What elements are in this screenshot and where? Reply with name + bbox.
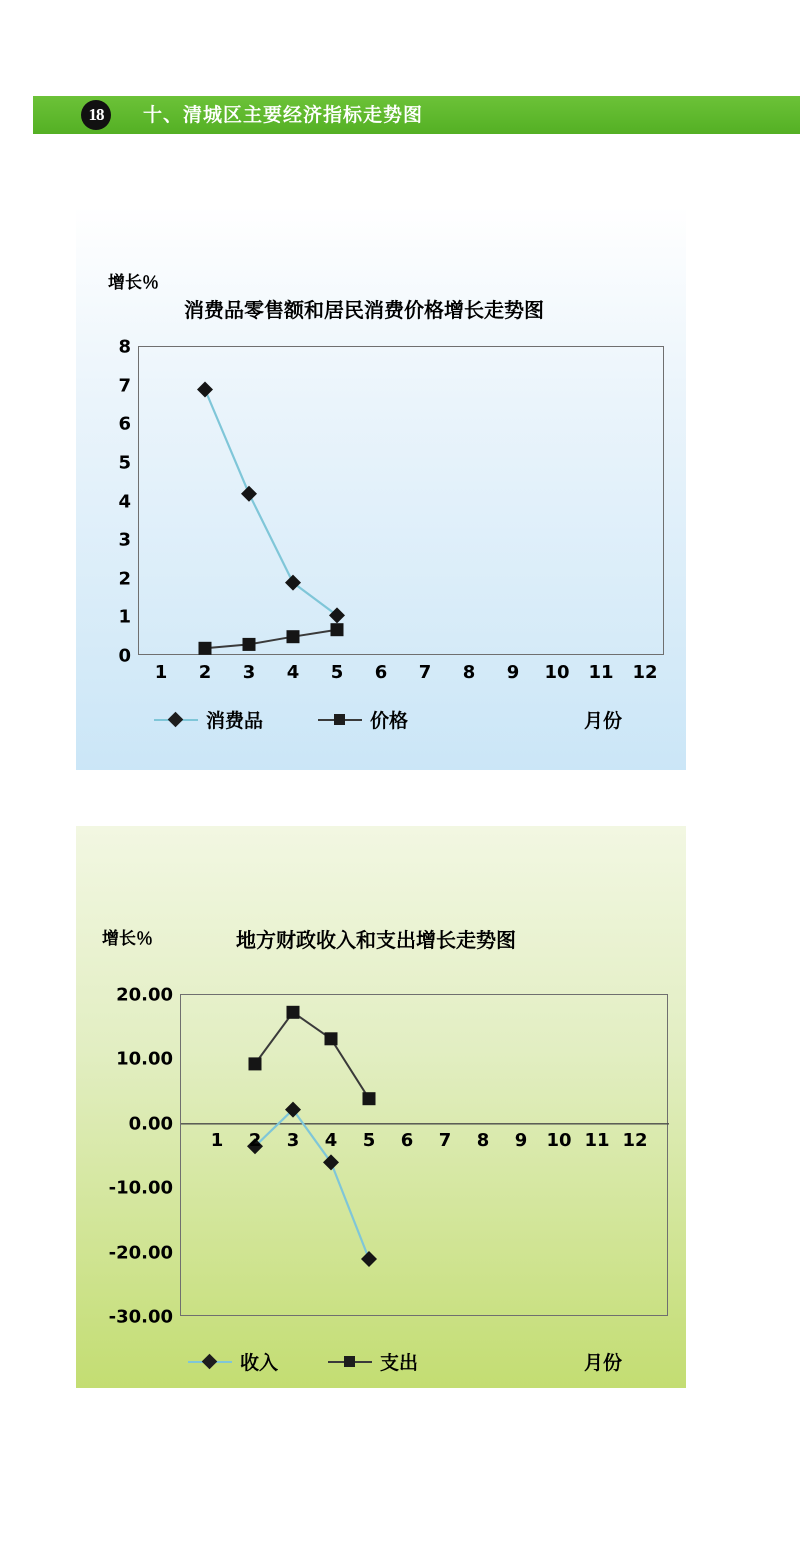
chart1-ytick: 5 — [118, 452, 131, 474]
chart2-title: 地方财政收入和支出增长走势图 — [236, 928, 516, 952]
chart2-legend-swatch-expenditure — [328, 1354, 372, 1370]
chart1-ytick: 4 — [118, 491, 131, 512]
chart2-legend-swatch-revenue — [188, 1354, 232, 1370]
chart2-xtick: 12 — [622, 1130, 648, 1151]
chart2-xtick: 3 — [286, 1130, 300, 1151]
chart1-ytick: 3 — [118, 529, 131, 551]
chart1-plot-area — [118, 336, 664, 683]
chart1-ytick: 6 — [118, 413, 131, 435]
chart1-xtick: 3 — [242, 662, 256, 683]
chart2-xtick: 9 — [514, 1130, 528, 1151]
section-title: 十、清城区主要经济指标走势图 — [143, 104, 424, 126]
chart2-xtick: 10 — [546, 1130, 572, 1151]
chart1-ytick: 1 — [118, 606, 131, 628]
chart1-legend-price — [318, 706, 408, 733]
chart1-xtick: 4 — [286, 662, 300, 683]
section-header-band — [33, 96, 800, 134]
chart2-markers-revenue — [247, 1102, 377, 1267]
chart1-markers-price — [199, 623, 344, 655]
chart1-xtick: 6 — [374, 662, 388, 683]
chart2-ytick: -10.00 — [108, 1177, 173, 1199]
chart2-x-axis-label: 月份 — [584, 1352, 623, 1374]
chart1-xtick: 7 — [418, 662, 432, 683]
chart1-line-consumer — [205, 390, 337, 616]
chart1-legend-label-consumer: 消费品 — [206, 710, 264, 732]
chart-panel-retail-cpi — [76, 206, 686, 770]
chart2-plot-area — [108, 984, 668, 1328]
chart2-xtick: 5 — [362, 1130, 376, 1151]
chart1-ytick: 0 — [118, 645, 131, 667]
chart1-ytick: 8 — [118, 336, 131, 358]
chart1-legend-consumer — [154, 706, 263, 733]
chart2-ytick: -20.00 — [108, 1242, 173, 1264]
chart1-legend-swatch-consumer — [154, 712, 198, 728]
chart2-legend-label-revenue: 收入 — [240, 1352, 279, 1374]
chart1-ytick: 2 — [118, 568, 131, 590]
chart2-ytick: 10.00 — [116, 1048, 173, 1070]
chart2-legend-expenditure — [328, 1348, 418, 1375]
chart2-series-svg — [181, 995, 669, 1317]
chart1-ytick: 7 — [118, 375, 131, 397]
chart1-xtick: 10 — [544, 662, 570, 683]
chart1-xtick: 11 — [588, 662, 614, 683]
chart2-xtick: 6 — [400, 1130, 414, 1151]
chart1-legend-label-price: 价格 — [370, 710, 409, 732]
chart2-markers-expenditure — [249, 1006, 376, 1105]
chart2-line-revenue — [255, 1110, 369, 1259]
chart1-xtick: 8 — [462, 662, 476, 683]
chart1-x-axis-label: 月份 — [584, 710, 623, 732]
chart1-line-price — [205, 630, 337, 649]
chart2-xtick: 7 — [438, 1130, 452, 1151]
chart2-xtick: 4 — [324, 1130, 338, 1151]
chart1-xtick: 1 — [154, 662, 168, 683]
page-number-badge: 18 — [81, 100, 111, 130]
chart1-legend-swatch-price — [318, 712, 362, 728]
chart-panel-fiscal — [76, 826, 686, 1388]
chart2-y-axis-unit: 增长％ — [102, 929, 153, 949]
chart2-legend-revenue — [188, 1348, 278, 1375]
chart1-xtick: 12 — [632, 662, 658, 683]
chart2-ytick: 0.00 — [128, 1113, 173, 1135]
chart1-y-axis-unit: 增长％ — [108, 273, 159, 293]
chart1-xtick: 5 — [330, 662, 344, 683]
chart1-markers-consumer — [197, 382, 345, 624]
chart2-xtick: 11 — [584, 1130, 610, 1151]
chart1-xtick: 2 — [198, 662, 212, 683]
chart2-legend-label-expenditure: 支出 — [380, 1352, 419, 1374]
chart2-xtick: 1 — [210, 1130, 224, 1151]
chart1-xtick: 9 — [506, 662, 520, 683]
chart2-ytick: -30.00 — [108, 1306, 173, 1328]
chart2-xtick: 2 — [248, 1130, 262, 1151]
chart1-title: 消费品零售额和居民消费价格增长走势图 — [184, 298, 544, 322]
chart2-xtick: 8 — [476, 1130, 490, 1151]
chart2-line-expenditure — [255, 1012, 369, 1098]
chart1-series-svg — [139, 347, 665, 656]
chart2-ytick: 20.00 — [116, 984, 173, 1006]
